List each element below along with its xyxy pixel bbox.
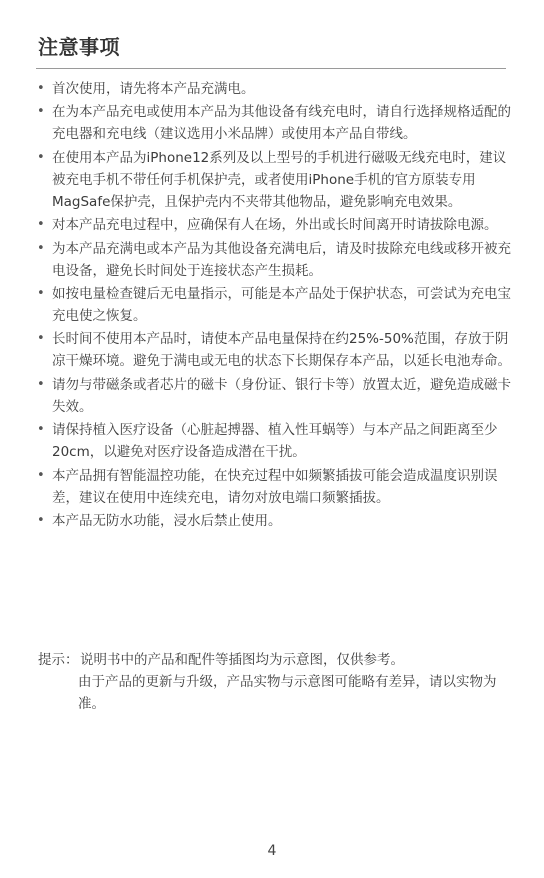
list-item-text: 在为本产品充电或使用本产品为其他设备有线充电时，请自行选择规格适配的充电器和充电线（建议选用小米品牌）或使用本产品自带线。 <box>52 104 511 143</box>
bullet-icon: • <box>37 81 45 96</box>
bullet-icon: • <box>37 467 45 483</box>
list-item <box>36 147 511 213</box>
bullet-icon: • <box>37 285 45 301</box>
list-item-text: 首次使用，请先将本产品充满电。 <box>52 81 255 97</box>
list-item <box>36 283 511 327</box>
list-item-text: 本产品无防水功能，浸水后禁止使用。 <box>52 512 282 529</box>
bullet-icon: • <box>37 512 45 528</box>
list-item-text: 请勿与带磁条或者芯片的磁卡（身份证、银行卡等）放置太近，避免造成磁卡失效。 <box>52 376 511 415</box>
page-number: 4 <box>267 843 277 859</box>
list-item-text: 对本产品充电过程中，应确保有人在场，外出或长时间离开时请拔除电源。 <box>52 217 498 234</box>
list-item <box>36 510 511 532</box>
tip-text-line1: 说明书中的产品和配件等插图均为示意图，仅供参考。 <box>80 652 404 668</box>
precautions-list <box>36 78 511 533</box>
tip-text-line2: 由于产品的更新与升级，产品实物与示意图可能略有差异，请以实物为准。 <box>78 674 497 712</box>
list-item <box>36 374 511 418</box>
heading-divider <box>36 68 506 69</box>
list-item <box>36 238 511 282</box>
list-item-text: 在使用本产品为iPhone12系列及以上型号的手机进行磁吸无线充电时，建议被充电手机不带任何手机保护壳，或者使用iPhone手机的官方原装专用MagSafe保护壳，且保护壳内不夹带其他物品，避免影响充电效果。 <box>52 149 507 210</box>
list-item-text: 为本产品充满电或本产品为其他设备充满电后，请及时拔除充电线或移开被充电设备，避免长时间处于连接状态产生损耗。 <box>52 240 511 279</box>
list-item <box>36 465 511 509</box>
list-item-text: 长时间不使用本产品时，请使本产品电量保持在约25%-50%范围，存放于阴凉干燥环境。避免于满电或无电的状态下长期保存本产品，以延长电池寿命。 <box>52 331 511 370</box>
bullet-icon: • <box>37 331 45 347</box>
list-item <box>36 419 511 463</box>
list-item-text: 本产品拥有智能温控功能，在快充过程中如频繁插拔可能会造成温度识别误差，建议在使用中连续充电，请勿对放电端口频繁插拔。 <box>52 467 498 506</box>
list-item-text: 请保持植入医疗设备（心脏起搏器、植入性耳蜗等）与本产品之间距离至少20cm，以避免对医疗设备造成潜在干扰。 <box>52 422 498 461</box>
bullet-icon: • <box>37 149 45 165</box>
list-item <box>36 214 511 236</box>
tip-label: 提示： <box>38 652 79 668</box>
section-heading: 注意事项 <box>38 35 120 59</box>
list-item <box>36 78 511 100</box>
bullet-icon: • <box>37 422 45 438</box>
bullet-icon: • <box>37 217 45 233</box>
bullet-icon: • <box>37 104 45 120</box>
list-item <box>36 328 511 372</box>
list-item-text: 如按电量检查键后无电量指示，可能是本产品处于保护状态，可尝试为充电宝充电使之恢复。 <box>52 285 511 324</box>
bullet-icon: • <box>37 240 45 256</box>
list-item <box>36 101 511 145</box>
bullet-icon: • <box>37 376 45 392</box>
